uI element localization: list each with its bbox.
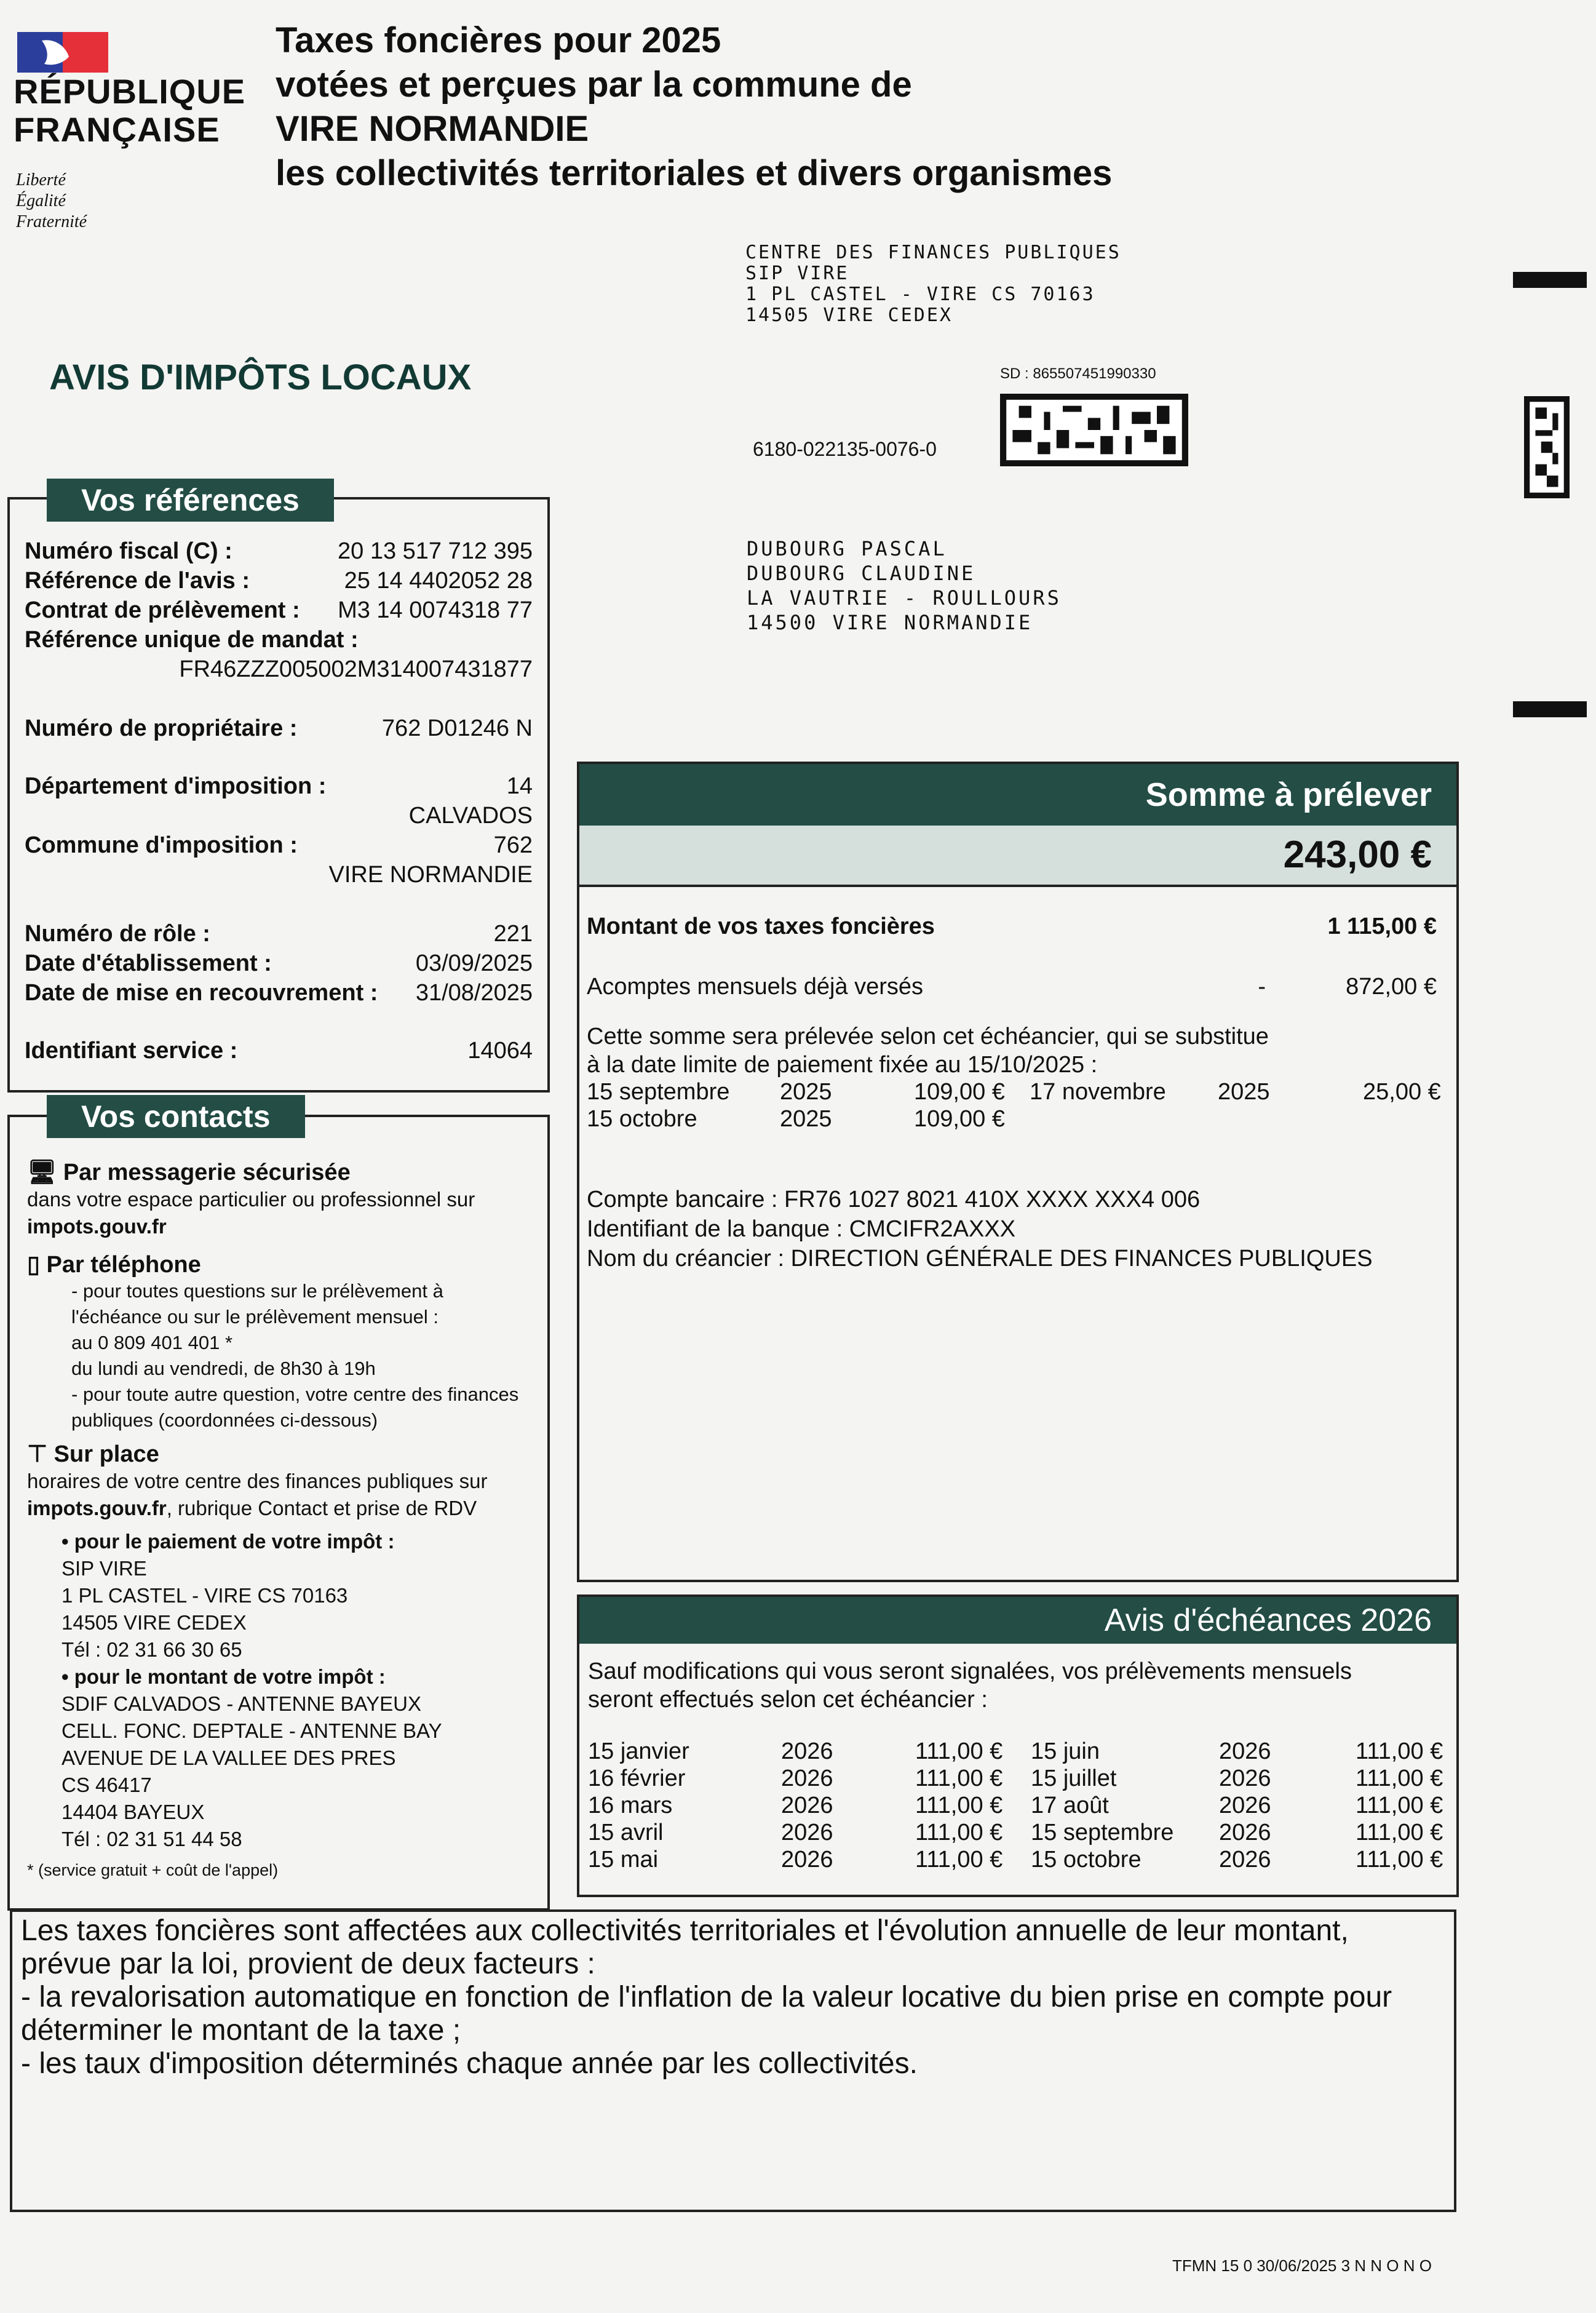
commune-label: Commune d'imposition : (25, 832, 298, 858)
telephone-heading: ▯ Par téléphone (27, 1252, 201, 1278)
margin-mark (1513, 272, 1587, 288)
acomptes-sign: - (1258, 974, 1266, 1000)
commune-num: 762 (493, 832, 533, 858)
etablissement-label: Date d'établissement : (25, 950, 272, 976)
etablissement: 03/09/2025 (415, 950, 533, 976)
echeances-panel (577, 1594, 1459, 1897)
marianne-logo-icon (17, 32, 108, 73)
impots-link[interactable]: impots.gouv.fr (27, 1215, 167, 1238)
centre-finances-address: CENTRE DES FINANCES PUBLIQUES SIP VIRE 1 PL CASTEL - VIRE CS 70163 14505 VIRE CEDEX (745, 242, 1121, 326)
footer-code: TFMN 15 0 30/06/2025 3 N N O N O (1172, 2256, 1432, 2275)
page-title: AVIS D'IMPÔTS LOCAUX (49, 357, 472, 397)
service: 14064 (467, 1038, 533, 1064)
proprietaire: 762 D01246 N (381, 715, 533, 741)
echeances-intro: Sauf modifications qui vous seront signalées, vos prélèvements mensuels (588, 1658, 1352, 1684)
somme-panel (577, 762, 1459, 1582)
ref-avis: 25 14 4402052 28 (344, 568, 533, 594)
role-label: Numéro de rôle : (25, 921, 210, 947)
info-line: Les taxes foncières sont affectées aux collectivités territoriales et l'évolution annuelle de leur montant, (21, 1914, 1349, 1947)
phone-icon: ▯ (27, 1252, 40, 1278)
place-heading: ⊤ Sur place (27, 1441, 159, 1467)
paiement-address: SIP VIRE 1 PL CASTEL - VIRE CS 70163 14505 VIRE CEDEX Tél : 02 31 66 30 65 (62, 1557, 348, 1661)
recipient-address: DUBOURG PASCAL DUBOURG CLAUDINE LA VAUTRIE - ROULLOURS 14500 VIRE NORMANDIE (747, 537, 1062, 634)
list-item: 15 mai 2026 111,00 € 15 octobre 2026 111,00 € (588, 1847, 1443, 1873)
paiement-heading: • pour le paiement de votre impôt : (62, 1530, 395, 1553)
role: 221 (493, 921, 533, 947)
info-line: - la revalorisation automatique en fonction de l'inflation de la valeur locative du bien prise en compte pour (21, 1981, 1392, 2013)
schedule-note: Cette somme sera prélevée selon cet échéancier, qui se substitue (587, 1024, 1269, 1049)
departement-nom: CALVADOS (408, 803, 533, 829)
messagerie-text: dans votre espace particulier ou professionnel sur (27, 1188, 475, 1211)
info-line: prévue par la loi, provient de deux facteurs : (21, 1948, 595, 1980)
echeances-title: Avis d'échéances 2026 (579, 1597, 1456, 1644)
proprietaire-label: Numéro de propriétaire : (25, 715, 298, 741)
numero-fiscal-label: Numéro fiscal (C) : (25, 538, 232, 564)
tel-hours: du lundi au vendredi, de 8h30 à 19h (71, 1358, 376, 1379)
messagerie-heading: 🖥 Par messagerie sécurisée (27, 1160, 351, 1185)
document-header: Taxes foncières pour 2025 votées et perçues par la commune de VIRE NORMANDIE les collectivités territoriales et divers organismes (276, 20, 1113, 193)
identifiant-banque: Identifiant de la banque : CMCIFR2AXXX (587, 1216, 1016, 1242)
recouvrement-label: Date de mise en recouvrement : (25, 980, 378, 1006)
republique-francaise-label: RÉPUBLIQUE FRANÇAISE (14, 72, 246, 149)
qr-code-icon (1524, 396, 1570, 498)
info-line: - les taux d'imposition déterminés chaque année par les collectivités. (21, 2047, 918, 2080)
somme-title: Somme à prélever (579, 764, 1456, 826)
footnote: * (service gratuit + coût de l'appel) (27, 1861, 279, 1879)
tel-text: - pour toutes questions sur le prélèvement à l'échéance ou sur le prélèvement mensuel : (71, 1280, 443, 1328)
list-item: 16 mars 2026 111,00 € 17 août 2026 111,00 € (588, 1793, 1443, 1818)
departement-num: 14 (506, 773, 533, 799)
somme-amount: 243,00 € (579, 826, 1456, 887)
acomptes-label: Acomptes mensuels déjà versés (587, 974, 924, 1000)
place-text: horaires de votre centre des finances publiques sur impots.gouv.fr, rubrique Contact et prise de RDV (27, 1470, 488, 1519)
contrat: M3 14 0074318 77 (338, 597, 533, 623)
list-item: 15 janvier 2026 111,00 € 15 juin 2026 111,00 € (588, 1738, 1443, 1764)
taxes-value: 1 115,00 € (1327, 914, 1437, 939)
info-line: déterminer le montant de la taxe ; (21, 2014, 461, 2047)
tel-other: - pour toute autre question, votre centre des finances publiques (coordonnées ci-dessous) (71, 1383, 519, 1431)
tel-number: au 0 809 401 401 * (71, 1332, 233, 1353)
sd-number: SD : 865507451990330 (1000, 365, 1156, 382)
mandat-label: Référence unique de mandat : (25, 627, 359, 653)
contacts-title: Vos contacts (47, 1095, 305, 1138)
monitor-icon: 🖥 (27, 1160, 57, 1185)
schedule-note: à la date limite de paiement fixée au 15/10/2025 : (587, 1052, 1098, 1078)
departement-label: Département d'imposition : (25, 773, 327, 799)
list-item: 15 avril 2026 111,00 € 15 septembre 2026 111,00 € (588, 1820, 1443, 1845)
document-code: 6180-022135-0076-0 (753, 438, 937, 460)
numero-fiscal: 20 13 517 712 395 (338, 538, 533, 564)
references-panel (7, 483, 550, 1093)
contrat-label: Contrat de prélèvement : (25, 597, 300, 623)
datamatrix-icon (1000, 394, 1188, 466)
building-icon: ⊤ (27, 1441, 48, 1467)
list-item: 15 septembre 2025 109,00 € 17 novembre 2025 25,00 € (587, 1079, 1441, 1105)
devise: Liberté Égalité Fraternité (16, 170, 87, 231)
montant-heading: • pour le montant de votre impôt : (62, 1665, 386, 1688)
service-label: Identifiant service : (25, 1038, 238, 1064)
impots-link[interactable]: impots.gouv.fr (27, 1497, 167, 1519)
list-item: 16 février 2026 111,00 € 15 juillet 2026 111,00 € (588, 1766, 1443, 1791)
acomptes-value: 872,00 € (1346, 974, 1437, 1000)
commune-nom: VIRE NORMANDIE (328, 862, 533, 888)
contacts-panel (7, 1099, 550, 1911)
info-box (10, 1909, 1456, 2212)
taxes-label: Montant de vos taxes foncières (587, 914, 935, 939)
mandat: FR46ZZZ005002M314007431877 (179, 656, 533, 682)
echeances-intro: seront effectués selon cet échéancier : (588, 1687, 988, 1713)
montant-address: SDIF CALVADOS - ANTENNE BAYEUX CELL. FONC. DEPTALE - ANTENNE BAY AVENUE DE LA VALLEE DES PRES CS 46417 14404 BAYEUX Tél : 02 31 51 44 58 (62, 1692, 442, 1850)
list-item: 15 octobre 2025 109,00 € (587, 1106, 1005, 1132)
nom-creancier: Nom du créancier : DIRECTION GÉNÉRALE DES FINANCES PUBLIQUES (587, 1246, 1373, 1272)
margin-mark (1513, 701, 1587, 717)
recouvrement: 31/08/2025 (415, 980, 533, 1006)
ref-avis-label: Référence de l'avis : (25, 568, 250, 594)
references-title: Vos références (47, 479, 334, 522)
compte-bancaire: Compte bancaire : FR76 1027 8021 410X XXXX XXX4 006 (587, 1187, 1201, 1212)
